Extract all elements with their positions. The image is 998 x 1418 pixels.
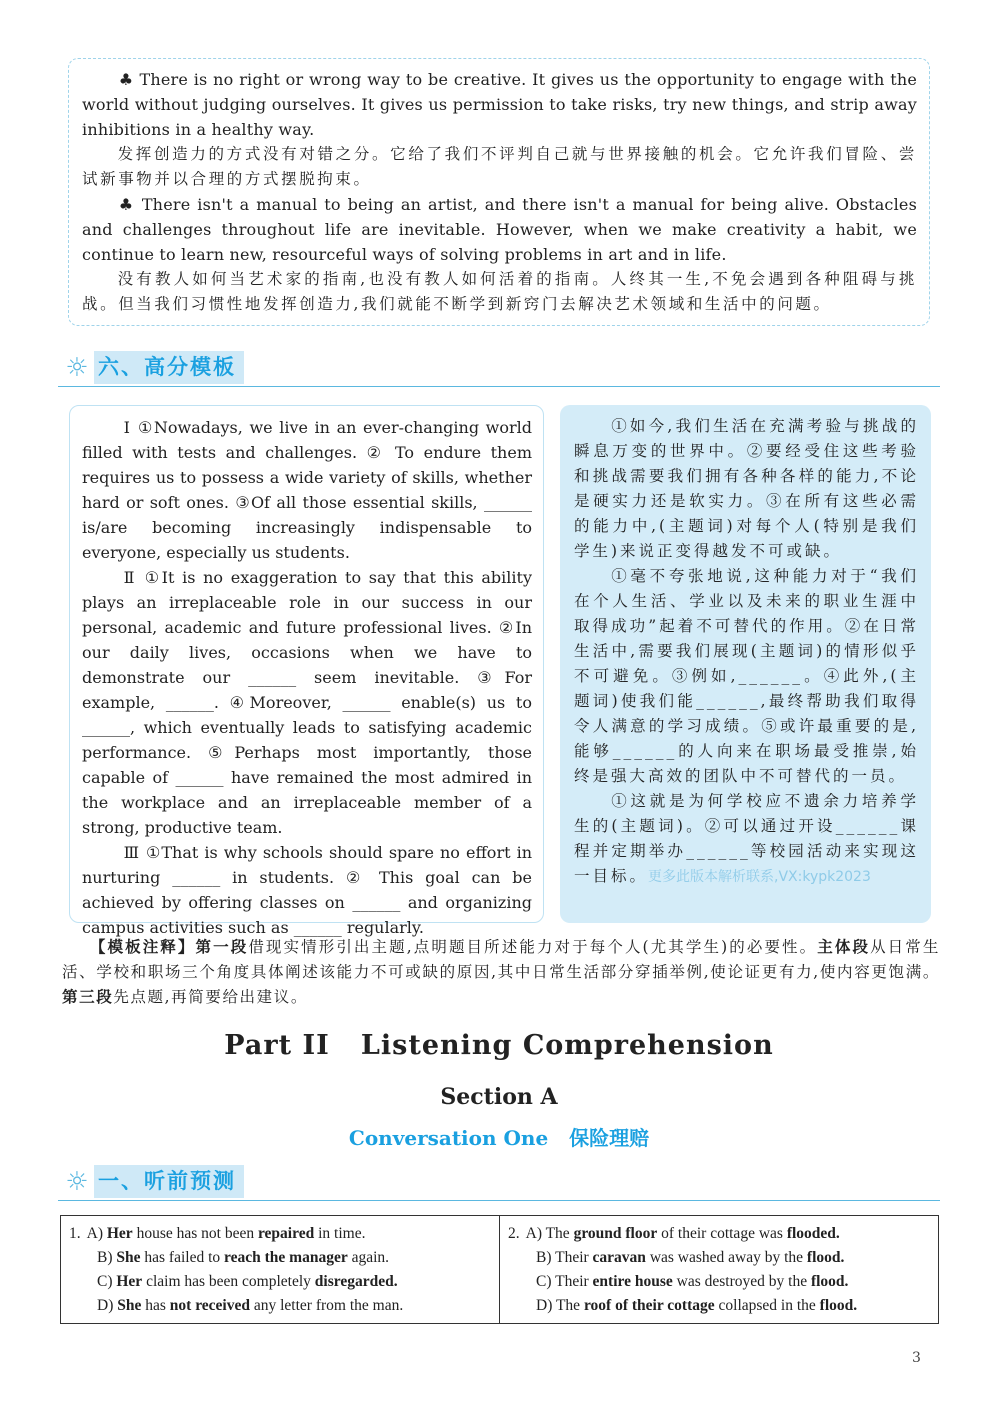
- template-en-para-1: Ⅰ ①Nowadays, we live in an ever-changing world filled with tests and challenges. ② To endure them requires us to possess a wide variety of skills, whether hard or soft ones. ③Of all those essential skills, ______ is/are becoming increasingly indispensable to everyone, especially us students.: [82, 418, 532, 562]
- template-en-para-3: Ⅲ ①That is why schools should spare no effort in nurturing ______ in students. ② This goal can be achieved by offering classes on ______ and organizing campus activities such as ______ regularly.: [82, 843, 532, 937]
- excerpt-zh-1: 发挥创造力的方式没有对错之分。它给了我们不评判自己就与世界接触的机会。它允许我们冒险、尝试新事物并以合理的方式摆脱拘束。: [82, 145, 917, 188]
- excerpt-zh-2: 没有教人如何当艺术家的指南,也没有教人如何活着的指南。人终其一生,不免会遇到各种阻碍与挑战。但当我们习惯性地发挥创造力,我们就能不断学到新窍门去解决艺术领域和生活中的问题。: [82, 270, 917, 313]
- option-text: She: [116, 1249, 141, 1266]
- note-p3: 先点题,再简要给出建议。: [113, 988, 308, 1006]
- option-text: house has not been: [132, 1225, 258, 1242]
- option-text: flooded.: [786, 1225, 840, 1242]
- option: [508, 1246, 930, 1270]
- option-text: entire house: [592, 1273, 673, 1290]
- note-p3-label: 第三段: [62, 988, 114, 1006]
- option-text: flood.: [806, 1249, 845, 1266]
- question-number: 1.: [69, 1225, 81, 1242]
- option-text: Her: [106, 1225, 133, 1242]
- conversation-title: Conversation One 保险理赔: [348, 1126, 650, 1150]
- note-p2: 从日常生活、学校和职场三个角度具体阐述该能力不可或缺的原因,其中日常生活部分穿插举例,使论证更有力,使内容更饱满。: [62, 938, 940, 981]
- option-text: collapsed in the: [714, 1297, 820, 1314]
- option: [69, 1222, 491, 1246]
- reading-excerpt-box: [68, 58, 930, 326]
- section-heading-label: 六、高分模板: [94, 351, 244, 384]
- section-heading-label: 一、听前预测: [94, 1165, 244, 1198]
- option-text: in time.: [314, 1225, 366, 1242]
- part-title: Part II Listening Comprehension: [224, 1030, 774, 1061]
- excerpt-en-1: ♣ There is no right or wrong way to be creative. It gives us the opportunity to engage with the world without judging ourselves. It gives us permission to take risks, try new things, and strip away inhibitions in a healthy way.: [82, 70, 917, 139]
- template-zh-para-3: ①这就是为何学校应不遗余力培养学生的(主题词)。②可以通过开设______课程并定期举办______等校园活动来实现这一目标。: [574, 792, 919, 885]
- option-text: has: [141, 1297, 170, 1314]
- option-text: flood.: [819, 1297, 858, 1314]
- section-title: Section A: [440, 1084, 558, 1110]
- option: [69, 1270, 491, 1294]
- option-text: C) Their: [536, 1273, 593, 1290]
- note-p1: 借现实情形引出主题,点明题目所述能力对于每个人(尤其学生)的必要性。: [248, 938, 818, 956]
- section-heading-prelistening: [58, 1165, 940, 1201]
- option-text: was destroyed by the: [672, 1273, 811, 1290]
- watermark-text: 更多此版本解析联系,VX:kypk2023: [648, 869, 871, 885]
- option-text: Her: [116, 1273, 143, 1290]
- option: [69, 1294, 491, 1318]
- note-label: 【模板注释】: [89, 938, 196, 956]
- option-text: D): [97, 1297, 118, 1314]
- excerpt-en-2: ♣ There isn't a manual to being an artist, and there isn't a manual for being alive. Obstacles and challenges throughout life are inevitable. However, when we make creativity a habit, we continue to learn new, resourceful ways of solving problems in art and in life.: [82, 195, 917, 264]
- option-text: not received: [169, 1297, 250, 1314]
- question-number: 2.: [508, 1225, 520, 1242]
- lightbulb-icon: ☼: [65, 353, 89, 383]
- template-english-box: [69, 405, 544, 937]
- option-text: again.: [347, 1249, 390, 1266]
- question-2: [499, 1216, 938, 1323]
- option-text: repaired: [257, 1225, 315, 1242]
- template-note: [62, 935, 940, 1010]
- option: [69, 1246, 491, 1270]
- template-zh-para-2: ①毫不夸张地说,这种能力对于“我们在个人生活、学业以及未来的职业生涯中取得成功”起着不可替代的作用。②在日常生活中,需要我们展现(主题词)的情形似乎不可避免。③例如,______。④此外,(主题词)使我们能______,最终帮助我们取得令人满意的学习成绩。⑤或许最重要的是,能够______的人向来在职场最受推崇,始终是强大高效的团队中不可替代的一员。: [574, 567, 919, 785]
- option-text: any letter from the man.: [249, 1297, 404, 1314]
- option-text: roof of their cottage: [583, 1297, 715, 1314]
- option-text: B): [97, 1249, 117, 1266]
- option-text: disregarded.: [314, 1273, 398, 1290]
- option: [508, 1222, 930, 1246]
- note-p1-label: 第一段: [195, 938, 249, 956]
- option: [508, 1270, 930, 1294]
- option-text: A): [86, 1225, 107, 1242]
- template-chinese-box: [560, 405, 931, 923]
- option: [508, 1294, 930, 1318]
- option-text: reach the manager: [224, 1249, 348, 1266]
- option-text: She: [117, 1297, 142, 1314]
- option-text: flood.: [810, 1273, 849, 1290]
- option-text: of their cottage was: [657, 1225, 787, 1242]
- option-text: was washed away by the: [645, 1249, 807, 1266]
- option-text: has failed to: [140, 1249, 225, 1266]
- question-1: [61, 1216, 499, 1323]
- lightbulb-icon: ☼: [65, 1167, 89, 1197]
- option-text: caravan: [592, 1249, 646, 1266]
- option-text: C): [97, 1273, 117, 1290]
- section-heading-template: [58, 351, 940, 387]
- option-text: B) Their: [536, 1249, 593, 1266]
- option-text: ground floor: [573, 1225, 658, 1242]
- template-zh-para-1: ①如今,我们生活在充满考验与挑战的瞬息万变的世界中。②要经受住这些考验和挑战需要我们拥有各种各样的能力,不论是硬实力还是软实力。③在所有这些必需的能力中,(主题词)对每个人(特别是我们学生)来说正变得越发不可或缺。: [574, 417, 919, 560]
- page-number: 3: [912, 1350, 921, 1366]
- option-text: A) The: [525, 1225, 574, 1242]
- note-p2-label: 主体段: [817, 938, 871, 956]
- option-text: claim has been completely: [142, 1273, 315, 1290]
- question-options-table: [60, 1215, 939, 1324]
- template-en-para-2: Ⅱ ①It is no exaggeration to say that this ability plays an irreplaceable role in our success in our personal, academic and future professional lives. ②In our daily lives, occasions when we have to demonstrate our ______ seem inevitable. ③For example, ______. ④Moreover, ______ enable(s) us to ______, which eventually leads to satisfying academic performance. ⑤Perhaps most importantly, those capable of ______ have remained the most admired in the workplace and an irreplaceable member of a strong, productive team.: [82, 568, 532, 837]
- option-text: D) The: [536, 1297, 584, 1314]
